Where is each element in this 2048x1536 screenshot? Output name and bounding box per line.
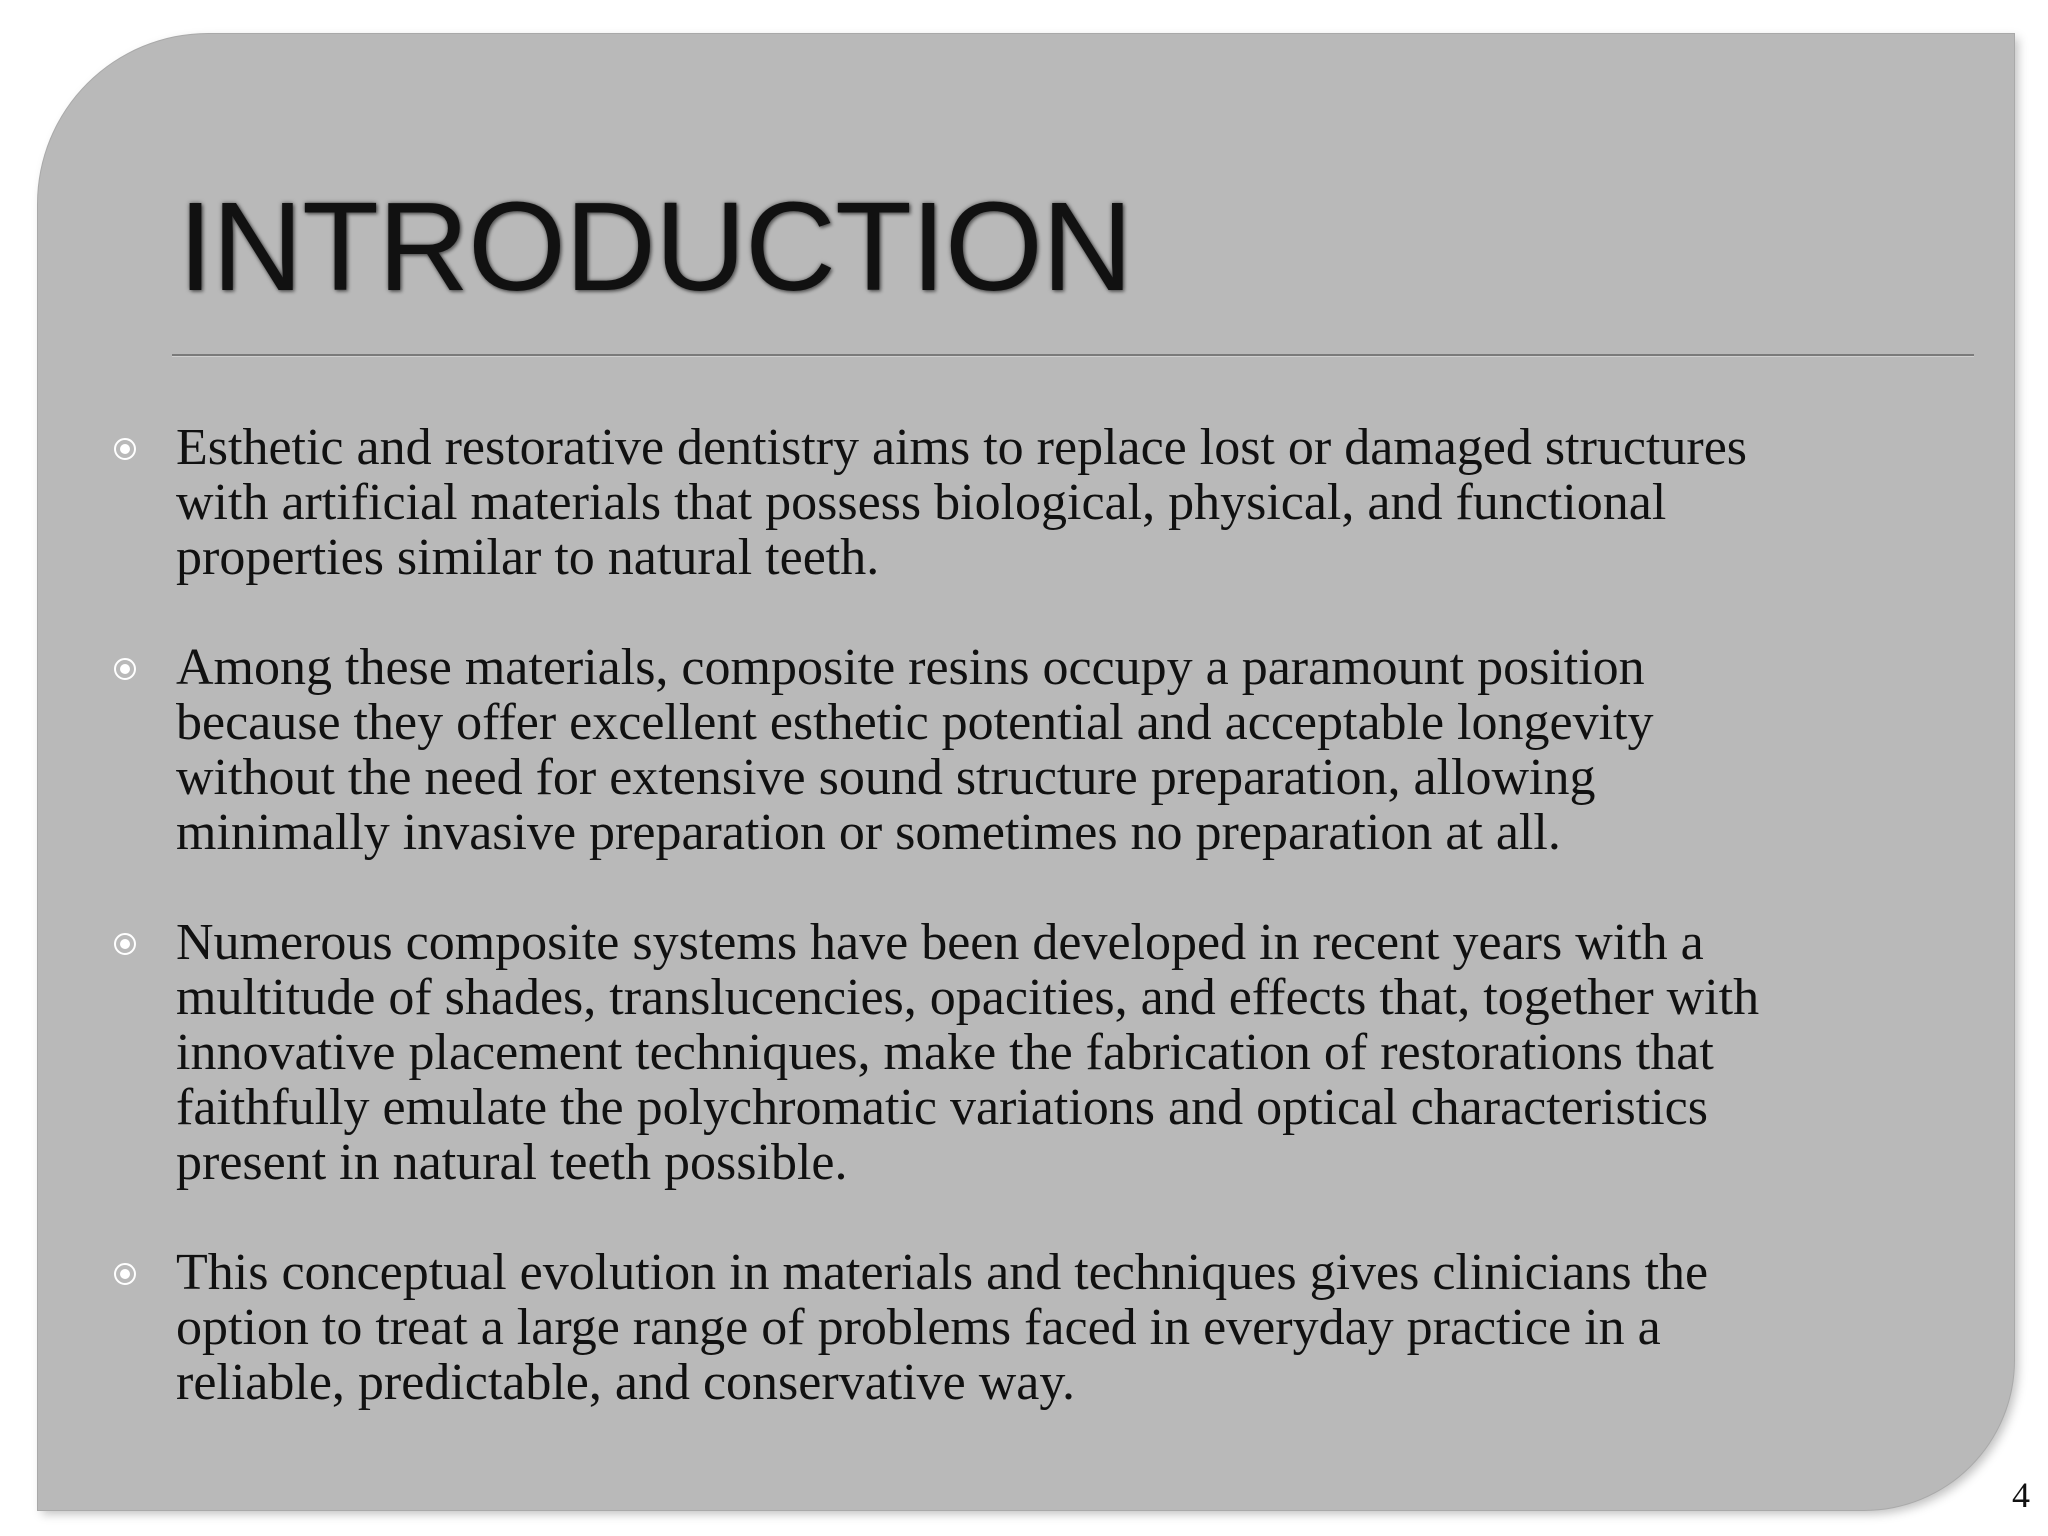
bullet-text: Esthetic and restorative dentistry aims to replace lost or damaged structures with artificial materials that possess biological, physical, and functional properties similar to natural teeth. [176, 419, 1748, 586]
slide-title: INTRODUCTION [178, 176, 1132, 317]
circled-dot-bullet-icon [114, 658, 136, 680]
bullet-text: This conceptual evolution in materials and techniques gives clinicians the option to treat a large range of problems faced in everyday practice in a reliable, predictable, and conservative way. [176, 1244, 1709, 1411]
bullet-text: Among these materials, composite resins occupy a paramount position because they offer excellent esthetic potential and acceptable longevity without the need for extensive sound structure preparation, allowing minimally invasive preparation or sometimes no preparation at all. [176, 639, 1654, 861]
list-item [114, 915, 1994, 1190]
circled-dot-bullet-icon [114, 1263, 136, 1285]
list-item [114, 640, 1994, 860]
list-item [114, 1245, 1994, 1410]
page-number: 4 [2012, 1475, 2030, 1515]
slide-panel [38, 34, 2014, 1510]
circled-dot-bullet-icon [114, 438, 136, 460]
bullet-text: Numerous composite systems have been developed in recent years with a multitude of shades, translucencies, opacities, and effects that, together with innovative placement techniques, make the fabrication of restorations that faithfully emulate the polychromatic variations and optical characteristics present in natural teeth possible. [176, 914, 1760, 1191]
title-divider [172, 354, 1974, 356]
bullet-list [114, 420, 1994, 1410]
list-item [114, 420, 1994, 585]
circled-dot-bullet-icon [114, 933, 136, 955]
